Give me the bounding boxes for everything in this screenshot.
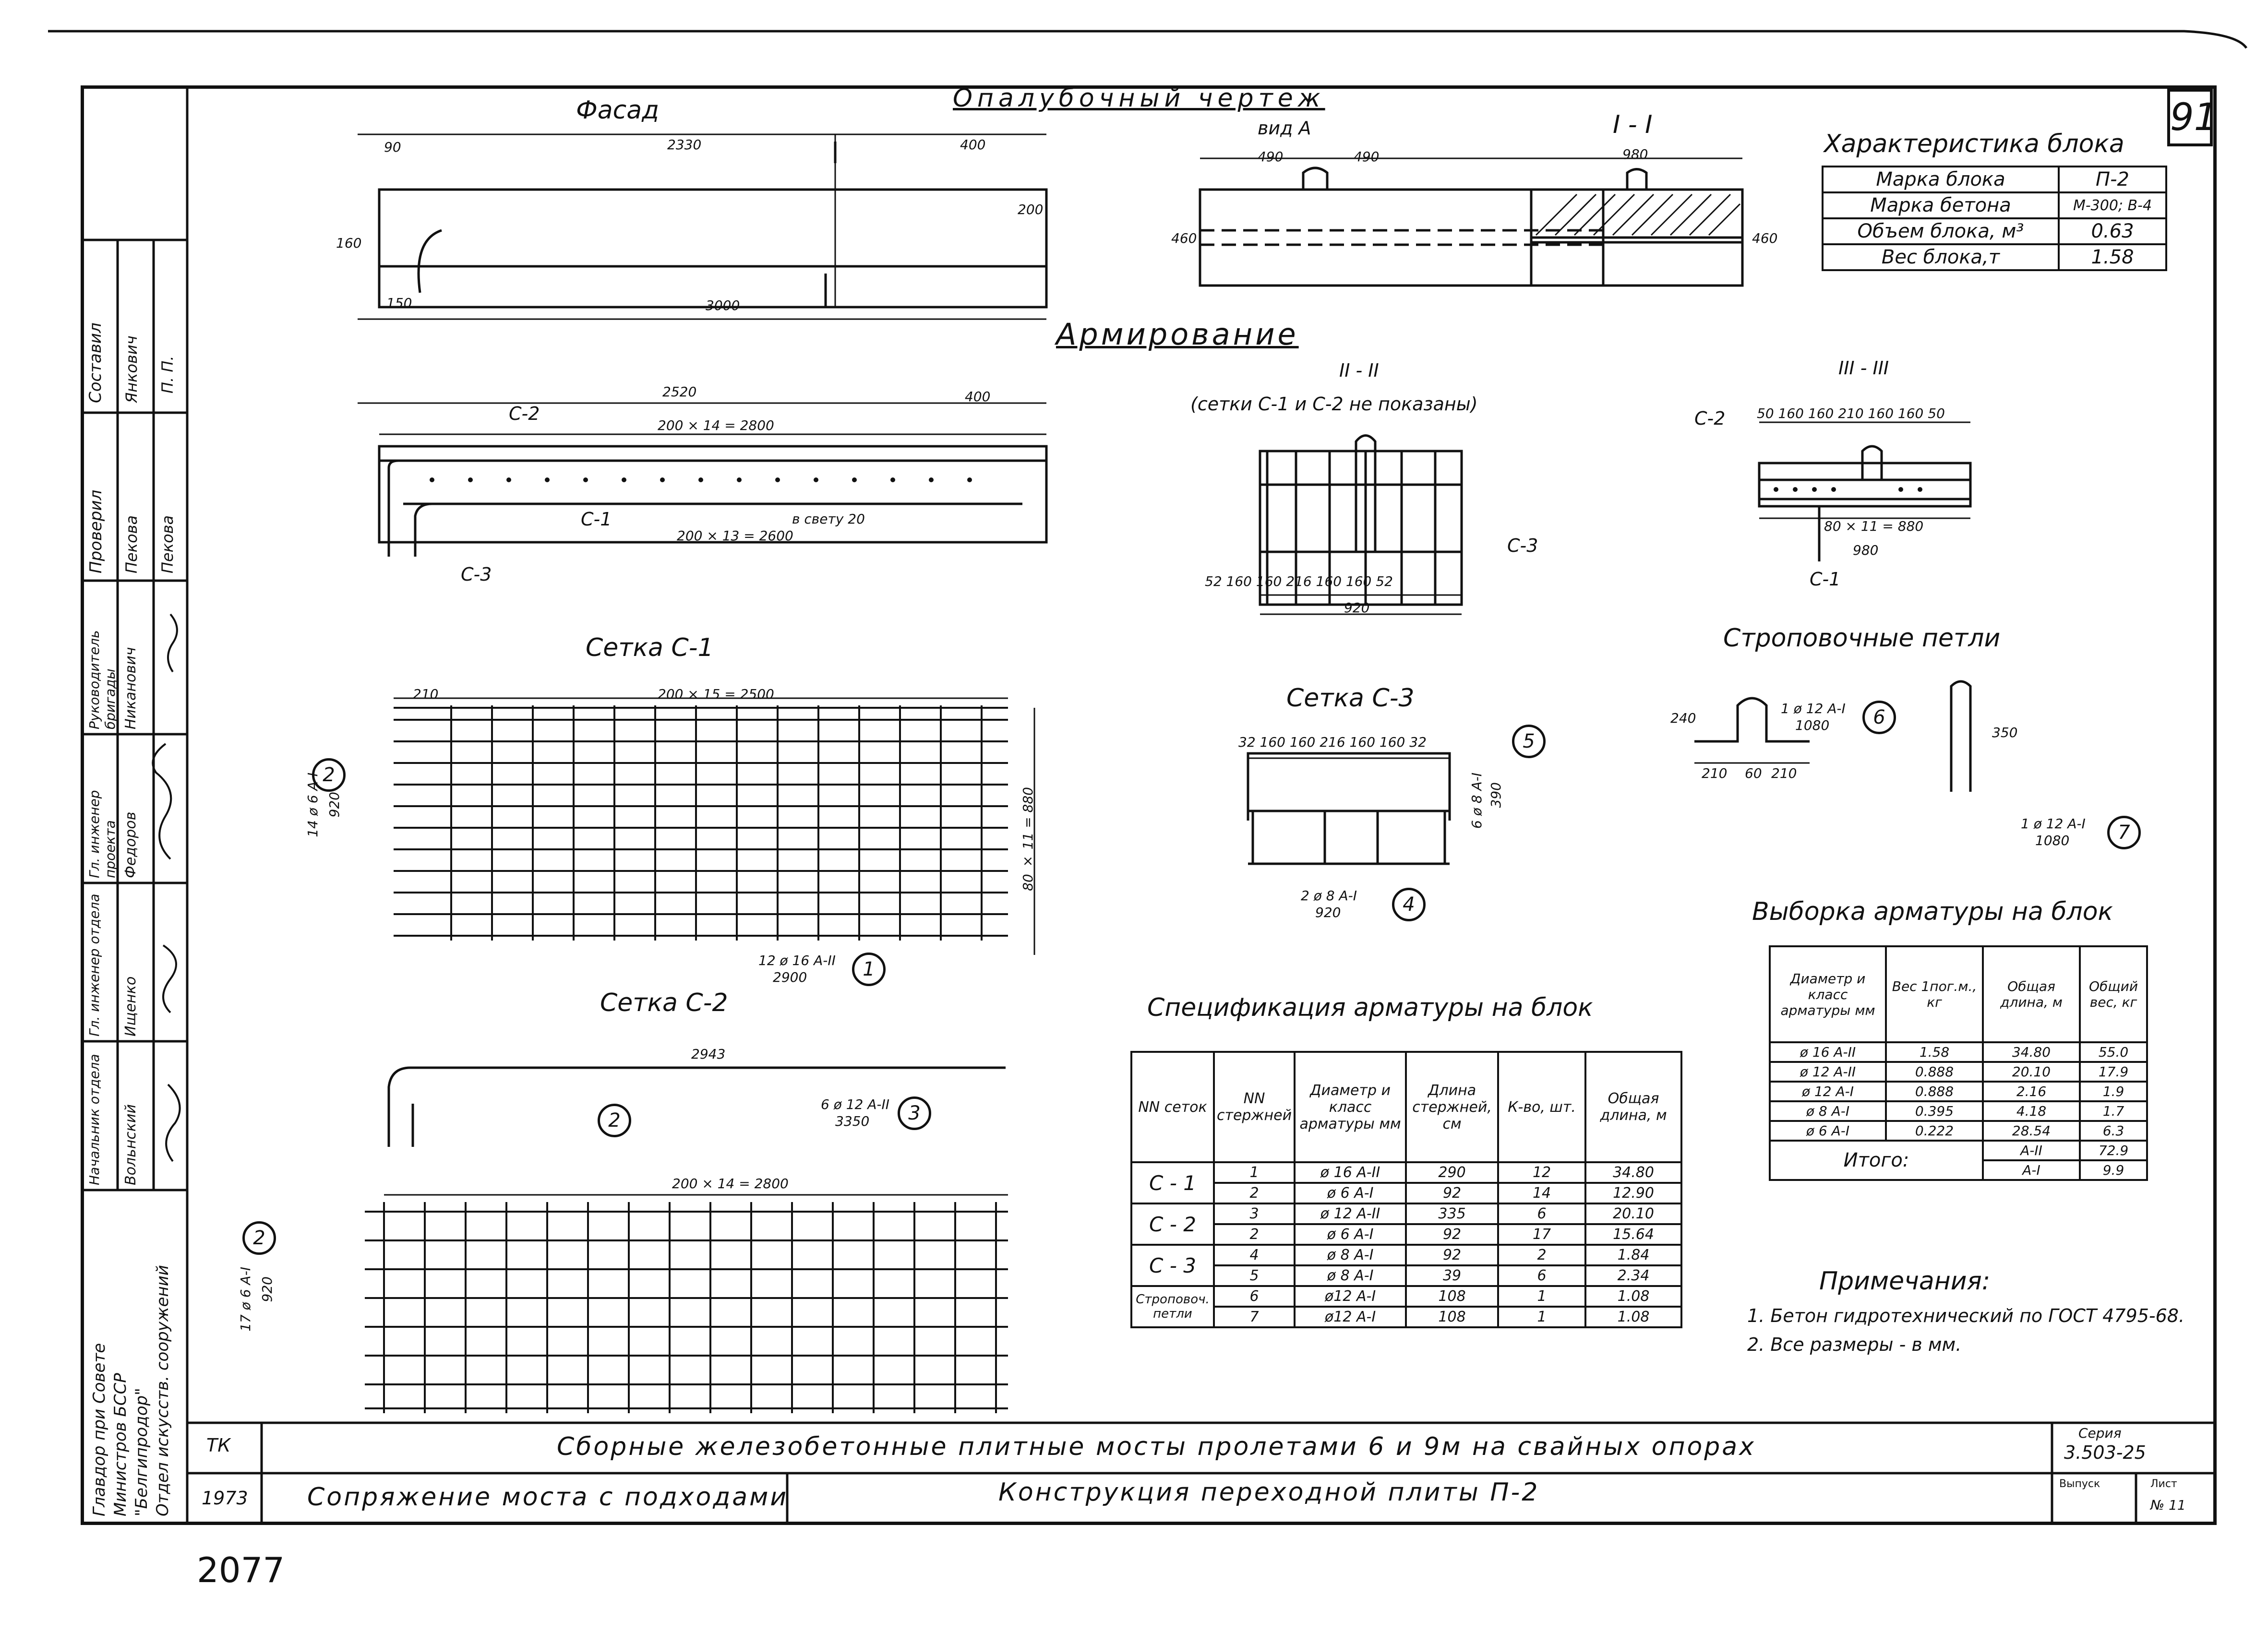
selection-cell: 0.888 xyxy=(1886,1062,1983,1082)
selection-cell: ø 16 А-II xyxy=(1770,1042,1886,1062)
dim-c1-210: 210 xyxy=(413,686,439,702)
spec-cell: 12.90 xyxy=(1585,1183,1681,1203)
mesh-c1-title: Сетка С-1 xyxy=(586,633,714,662)
sheet-label: Лист xyxy=(2150,1478,2177,1490)
char-label: Вес блока,т xyxy=(1823,244,2059,270)
dim-arm-top: 2520 xyxy=(662,384,697,400)
selection-cell: 0.222 xyxy=(1886,1121,1983,1141)
spec-cell: 290 xyxy=(1406,1162,1498,1183)
signature-scribble xyxy=(153,744,171,859)
dim-c1-top: 200 × 15 = 2500 xyxy=(658,686,774,702)
dim-facade-total: 3000 xyxy=(706,298,740,313)
dim-facade-150: 150 xyxy=(386,295,412,311)
selection-cell: 17.9 xyxy=(2080,1062,2147,1082)
callout-5: 5 xyxy=(1512,725,1546,758)
dim-view-a-right: 490 xyxy=(1354,149,1380,165)
spec-cell: С - 1 xyxy=(1131,1162,1214,1203)
char-value: 0.63 xyxy=(2059,218,2166,244)
callout-3: 3 xyxy=(898,1096,931,1130)
selection-total-class: А-I xyxy=(1983,1160,2080,1180)
selection-header: Вес 1пог.м., кг xyxy=(1886,946,1983,1042)
dim-view-a-h: 460 xyxy=(1171,230,1197,246)
stamp-role: Гл. инженер отдела xyxy=(86,893,102,1036)
lifting-loops-title: Строповочные петли xyxy=(1723,624,2001,653)
dim-loop-350: 350 xyxy=(1992,725,2018,740)
stamp-name: Пекова xyxy=(122,515,141,573)
callout-2-c2-side: 2 xyxy=(242,1221,276,1255)
spec-header: Диаметр и класс арматуры мм xyxy=(1295,1052,1406,1162)
selection-cell: 0.888 xyxy=(1886,1082,1983,1101)
characteristics-title: Характеристика блока xyxy=(1824,130,2124,158)
dim-facade-top: 2330 xyxy=(667,137,702,153)
selection-cell: ø 12 А-II xyxy=(1770,1062,1886,1082)
spec-cell: 335 xyxy=(1406,1203,1498,1224)
c3-bar5-length: 390 xyxy=(1488,782,1504,808)
dim-facade-left: 90 xyxy=(384,139,401,155)
loop7-label: 1 ø 12 А-I xyxy=(2021,816,2086,832)
stamp-role: Начальник отдела xyxy=(86,1054,102,1185)
main-title: Сборные железобетонные плитные мосты пролетами 6 и 9м на свайных опорах xyxy=(557,1432,1756,1461)
stamp-name: Ищенко xyxy=(122,976,139,1036)
note-2: 2. Все размеры - в мм. xyxy=(1747,1334,1962,1355)
label-c3-arm: С-3 xyxy=(461,564,492,585)
selection-cell: ø 6 А-I xyxy=(1770,1121,1886,1141)
spec-header: NN сеток xyxy=(1131,1052,1214,1162)
dim-view-a-left: 490 xyxy=(1258,149,1284,165)
dim-c1-right: 80 × 11 = 880 xyxy=(1020,787,1036,891)
mesh-c3-title: Сетка С-3 xyxy=(1286,684,1415,713)
stamp-role: Гл. инженер проекта xyxy=(86,790,118,878)
spec-cell: Строповоч. петли xyxy=(1131,1286,1214,1327)
c2-bar-label: 6 ø 12 А-II xyxy=(821,1096,890,1112)
spec-cell: ø 16 А-II xyxy=(1295,1162,1406,1183)
spec-cell: 2 xyxy=(1214,1183,1295,1203)
dim-facade-h: 160 xyxy=(336,235,362,251)
c1-bar-label: 12 ø 16 А-II xyxy=(758,953,836,968)
char-label: Марка бетона xyxy=(1823,192,2059,218)
loop7-length: 1080 xyxy=(2035,833,2070,848)
issue-label: Выпуск xyxy=(2059,1478,2100,1490)
spec-cell: 5 xyxy=(1214,1265,1295,1286)
stamp-org-line: Отдел искусств. сооружений xyxy=(153,1265,172,1516)
c1-side-length: 920 xyxy=(326,792,342,818)
spec-cell: С - 3 xyxy=(1131,1245,1214,1286)
spec-title: Спецификация арматуры на блок xyxy=(1147,993,1593,1022)
spec-header: К-во, шт. xyxy=(1498,1052,1585,1162)
label-c2-arm: С-2 xyxy=(509,403,540,424)
char-value: П-2 xyxy=(2059,167,2166,192)
char-value: М-300; В-4 xyxy=(2059,192,2166,218)
selection-header: Диаметр и класс арматуры мм xyxy=(1770,946,1886,1042)
note-1: 1. Бетон гидротехнический по ГОСТ 4795-68. xyxy=(1747,1305,2185,1326)
dim-loop-240: 240 xyxy=(1670,710,1696,726)
spec-cell: 12 xyxy=(1498,1162,1585,1183)
selection-cell: 6.3 xyxy=(2080,1121,2147,1141)
dim-arm-spacing-top: 200 × 14 = 2800 xyxy=(658,417,774,433)
selection-title: Выборка арматуры на блок xyxy=(1752,897,2113,926)
selection-total-value: 9.9 xyxy=(2080,1160,2147,1180)
signature-scribble xyxy=(168,614,177,672)
char-value: 1.58 xyxy=(2059,244,2166,270)
dim-sec3-total: 980 xyxy=(1853,542,1879,558)
spec-cell: ø12 А-I xyxy=(1295,1307,1406,1327)
selection-cell: ø 12 А-I xyxy=(1770,1082,1886,1101)
selection-cell: 55.0 xyxy=(2080,1042,2147,1062)
dim-sec2-total: 920 xyxy=(1344,600,1370,616)
sheet-value: № 11 xyxy=(2150,1497,2186,1513)
spec-cell: 15.64 xyxy=(1585,1224,1681,1245)
selection-cell: 1.9 xyxy=(2080,1082,2147,1101)
c3-bar5-label: 6 ø 8 А-I xyxy=(1469,773,1485,829)
dim-loop-210a: 210 xyxy=(1702,765,1728,781)
selection-cell: 1.58 xyxy=(1886,1042,1983,1062)
selection-cell: 28.54 xyxy=(1983,1121,2080,1141)
callout-1: 1 xyxy=(852,953,886,986)
section-2-title: II - II xyxy=(1339,360,1379,381)
c3-bar4-length: 920 xyxy=(1315,905,1341,920)
stamp-sign: П. П. xyxy=(158,356,177,393)
spec-cell: 2 xyxy=(1498,1245,1585,1265)
dim-sec3-top: 50 160 160 210 160 160 50 xyxy=(1757,405,1945,421)
dim-sec1-w: 980 xyxy=(1622,146,1648,162)
spec-cell: 1 xyxy=(1214,1162,1295,1183)
section-3-title: III - III xyxy=(1838,357,1889,379)
c2-side-length: 920 xyxy=(259,1276,275,1302)
signature-scribble xyxy=(166,1084,180,1161)
bottom-number: 2077 xyxy=(197,1550,285,1590)
stamp-org-line: "Белгипродор" xyxy=(132,1388,151,1516)
spec-cell: 4 xyxy=(1214,1245,1295,1265)
dim-sec2-bottom: 52 160 160 216 160 160 52 xyxy=(1205,573,1393,589)
spec-cell: ø12 А-I xyxy=(1295,1286,1406,1307)
spec-cell: ø 12 А-II xyxy=(1295,1203,1406,1224)
spec-cell: 6 xyxy=(1498,1203,1585,1224)
char-label: Объем блока, м³ xyxy=(1823,218,2059,244)
selection-total-label: Итого: xyxy=(1770,1141,1983,1180)
selection-cell: 4.18 xyxy=(1983,1101,2080,1121)
spec-cell: ø 6 А-I xyxy=(1295,1224,1406,1245)
c2-bar-length: 3350 xyxy=(835,1113,870,1129)
spec-cell: 2 xyxy=(1214,1224,1295,1245)
spec-cell: 7 xyxy=(1214,1307,1295,1327)
spec-cell: 108 xyxy=(1406,1307,1498,1327)
subtitle-left: Сопряжение моста с подходами xyxy=(307,1483,789,1512)
c1-side-label: 14 ø 6 А-I xyxy=(305,773,321,837)
spec-cell: 6 xyxy=(1498,1265,1585,1286)
stamp-name: Вольнский xyxy=(122,1104,139,1185)
stamp-role: Проверил xyxy=(86,489,106,573)
spec-cell: 92 xyxy=(1406,1183,1498,1203)
dim-c3-top: 32 160 160 216 160 160 32 xyxy=(1238,734,1427,750)
label-c1-arm: С-1 xyxy=(581,509,612,530)
dim-c2-spacing: 200 × 14 = 2800 xyxy=(672,1176,789,1191)
section-1-title: I - I xyxy=(1613,110,1653,139)
spec-cell: 1.84 xyxy=(1585,1245,1681,1265)
view-a-title: вид А xyxy=(1258,118,1311,139)
spec-header: Длина стержней, см xyxy=(1406,1052,1498,1162)
spec-cell: 1 xyxy=(1498,1286,1585,1307)
spec-cell: 2.34 xyxy=(1585,1265,1681,1286)
spec-cell: 6 xyxy=(1214,1286,1295,1307)
reinforcement-title: Армирование xyxy=(1056,317,1299,352)
stamp-name: Никанович xyxy=(122,647,139,729)
stamp-name: Янкович xyxy=(122,335,141,403)
spec-header: NN стержней xyxy=(1214,1052,1295,1162)
label-c2-sec3: С-2 xyxy=(1694,408,1726,429)
spec-cell: 1.08 xyxy=(1585,1307,1681,1327)
selection-cell: 0.395 xyxy=(1886,1101,1983,1121)
dim-loop-210b: 210 xyxy=(1771,765,1797,781)
spec-cell: 92 xyxy=(1406,1245,1498,1265)
spec-cell: 20.10 xyxy=(1585,1203,1681,1224)
signature-scribble xyxy=(163,945,176,1013)
stamp-sign: Пекова xyxy=(158,515,177,573)
spec-cell: 92 xyxy=(1406,1224,1498,1245)
dim-sec1-h: 460 xyxy=(1752,230,1778,246)
spec-cell: 39 xyxy=(1406,1265,1498,1286)
stamp-name: Федоров xyxy=(122,811,139,878)
dim-sec3-mid: 80 × 11 = 880 xyxy=(1824,518,1924,534)
selection-header: Общая длина, м xyxy=(1983,946,2080,1042)
callout-4: 4 xyxy=(1392,888,1426,921)
spec-cell: ø 6 А-I xyxy=(1295,1183,1406,1203)
facade-title: Фасад xyxy=(576,96,660,125)
title-year: 1973 xyxy=(202,1488,248,1509)
spec-cell: 3 xyxy=(1214,1203,1295,1224)
title-code: ТК xyxy=(206,1435,231,1456)
dim-facade-h2: 200 xyxy=(1018,202,1044,217)
dim-arm-400: 400 xyxy=(965,389,991,405)
dim-arm-svetu: в свету 20 xyxy=(792,511,865,527)
selection-total-class: А-II xyxy=(1983,1141,2080,1160)
sheet-number: 91 xyxy=(2170,96,2218,139)
c1-bar-length: 2900 xyxy=(773,969,807,985)
dim-facade-right: 400 xyxy=(960,137,986,153)
section-2-note: (сетки С-1 и С-2 не показаны) xyxy=(1190,393,1478,415)
series-value: 3.503-25 xyxy=(2064,1442,2146,1463)
loop6-label: 1 ø 12 А-I xyxy=(1781,701,1846,716)
selection-cell: ø 8 А-I xyxy=(1770,1101,1886,1121)
callout-6: 6 xyxy=(1862,701,1896,734)
callout-2-c1: 2 xyxy=(312,758,346,792)
dim-loop-60: 60 xyxy=(1745,765,1762,781)
spec-cell: 17 xyxy=(1498,1224,1585,1245)
stamp-org-line: Министров БССР xyxy=(111,1373,130,1516)
callout-2-c2: 2 xyxy=(598,1104,631,1137)
series-label: Серия xyxy=(2078,1425,2122,1441)
dim-c2-top: 2943 xyxy=(691,1046,726,1062)
char-label: Марка блока xyxy=(1823,167,2059,192)
stamp-role: Руководитель бригады xyxy=(86,630,118,729)
stamp-org-line: Главдор при Совете xyxy=(90,1343,109,1516)
c3-bar4-label: 2 ø 8 А-I xyxy=(1301,888,1357,904)
stamp-role: Составил xyxy=(86,322,105,403)
subtitle-right: Конструкция переходной плиты П-2 xyxy=(998,1478,1540,1507)
spec-cell: 108 xyxy=(1406,1286,1498,1307)
selection-cell: 34.80 xyxy=(1983,1042,2080,1062)
selection-cell: 20.10 xyxy=(1983,1062,2080,1082)
spec-cell: 14 xyxy=(1498,1183,1585,1203)
selection-cell: 1.7 xyxy=(2080,1101,2147,1121)
spec-cell: 1.08 xyxy=(1585,1286,1681,1307)
spec-cell: ø 8 А-I xyxy=(1295,1245,1406,1265)
spec-header: Общая длина, м xyxy=(1585,1052,1681,1162)
spec-cell: 1 xyxy=(1498,1307,1585,1327)
notes-title: Примечания: xyxy=(1819,1267,1991,1296)
spec-cell: ø 8 А-I xyxy=(1295,1265,1406,1286)
label-c1-sec3: С-1 xyxy=(1810,569,1841,590)
dim-arm-spacing-bot: 200 × 13 = 2600 xyxy=(677,528,793,544)
selection-cell: 2.16 xyxy=(1983,1082,2080,1101)
label-c3-sec2: С-3 xyxy=(1507,535,1538,556)
spec-cell: 34.80 xyxy=(1585,1162,1681,1183)
selection-header: Общий вес, кг xyxy=(2080,946,2147,1042)
callout-7: 7 xyxy=(2107,816,2141,849)
spec-cell: С - 2 xyxy=(1131,1203,1214,1245)
selection-total-value: 72.9 xyxy=(2080,1141,2147,1160)
formwork-title: Опалубочный чертеж xyxy=(953,84,1325,113)
loop6-length: 1080 xyxy=(1795,717,1830,733)
c2-side-label: 17 ø 6 А-I xyxy=(238,1267,253,1332)
mesh-c2-title: Сетка С-2 xyxy=(600,989,728,1017)
